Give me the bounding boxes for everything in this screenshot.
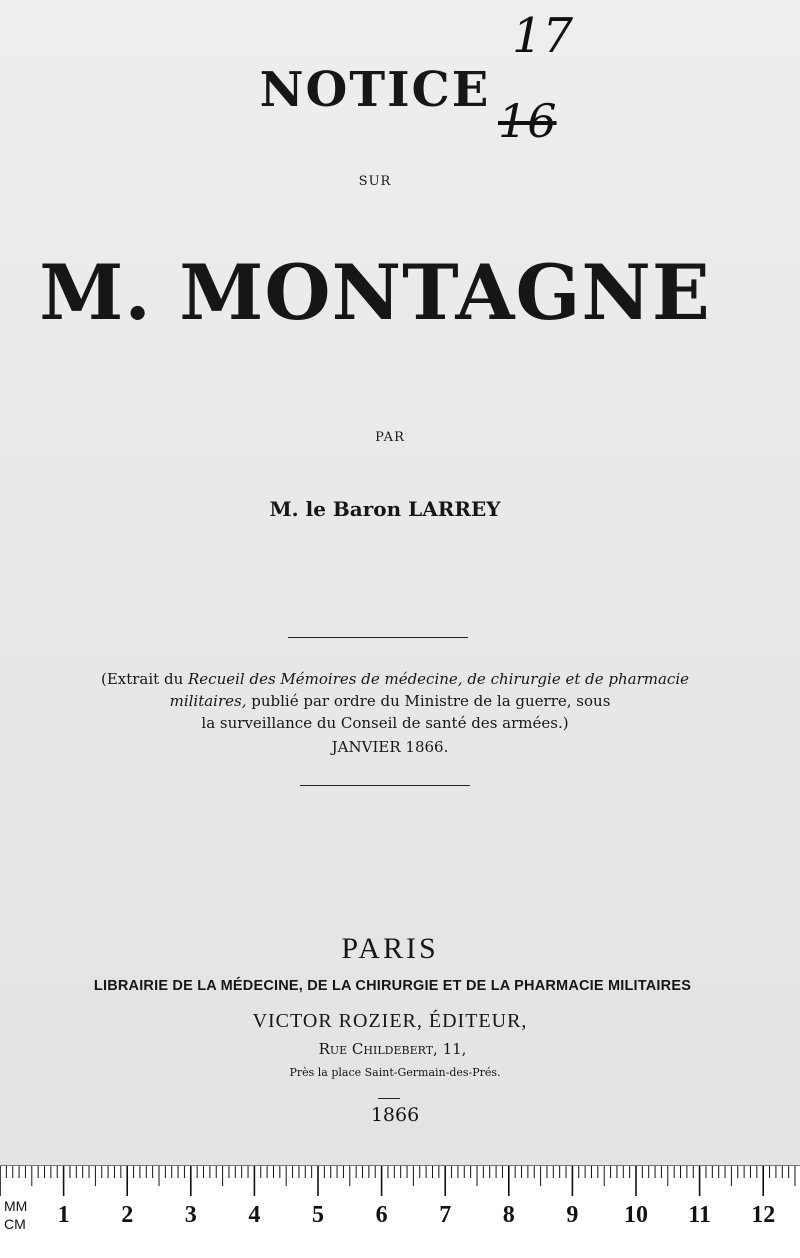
imprint-year: 1866 (370, 1104, 420, 1126)
ruler-number: 1 (57, 1202, 70, 1228)
rule-bottom (300, 785, 470, 786)
rule-year (378, 1098, 400, 1099)
ruler-ticks (0, 1166, 800, 1206)
ruler-number: 9 (566, 1202, 579, 1228)
sur-label: SUR (358, 174, 392, 189)
imprint-library: LIBRAIRIE DE LA MÉDECINE, DE LA CHIRURGIE ET DE LA PHARMACIE MILITAIRES (93, 978, 692, 994)
par-label: PAR (375, 430, 405, 445)
handwritten-struck-number: 16 (498, 94, 557, 148)
ruler-number: 12 (751, 1202, 776, 1228)
subject-name: M. MONTAGNE (39, 248, 711, 337)
ruler-number: 2 (121, 1202, 134, 1228)
ruler-number: 3 (184, 1202, 197, 1228)
extract-line-1b: Recueil des Mémoires de médecine, de chirurgie et de pharmacie (188, 670, 690, 688)
ruler-number: 10 (624, 1202, 648, 1228)
ruler-number: 5 (312, 1202, 324, 1228)
handwritten-number: 17 (512, 8, 574, 64)
ruler-unit-cm: CM (4, 1216, 26, 1232)
imprint-address: Rue Childebert, 11, (318, 1040, 467, 1058)
ruler-number: 6 (375, 1202, 388, 1228)
extract-line-3: la surveillance du Conseil de santé des armées.) (201, 714, 569, 732)
extract-line-2b: publié par ordre du Ministre de la guerre, sous (246, 692, 611, 710)
imprint-publisher: VICTOR ROZIER, ÉDITEUR, (252, 1010, 528, 1032)
extract-line-1 (0, 668, 800, 690)
measuring-ruler (0, 1165, 800, 1258)
ruler-number: 8 (502, 1202, 515, 1228)
ruler-number: 4 (248, 1202, 261, 1228)
notice-title: NOTICE (259, 62, 491, 118)
ruler-number: 7 (439, 1202, 452, 1228)
rule-top (288, 637, 468, 638)
author-name: M. le Baron LARREY (269, 497, 501, 521)
extract-date: JANVIER 1866. (331, 738, 449, 756)
ruler-number: 11 (688, 1202, 711, 1228)
imprint-near: Près la place Saint-Germain-des-Prés. (289, 1066, 501, 1079)
extract-line-1a: (Extrait du (100, 670, 188, 688)
extract-line-2 (0, 690, 800, 712)
ruler-unit-mm: MM (4, 1198, 28, 1214)
extract-line-2a: militaires, (169, 692, 247, 710)
imprint-city: PARIS (341, 932, 439, 965)
